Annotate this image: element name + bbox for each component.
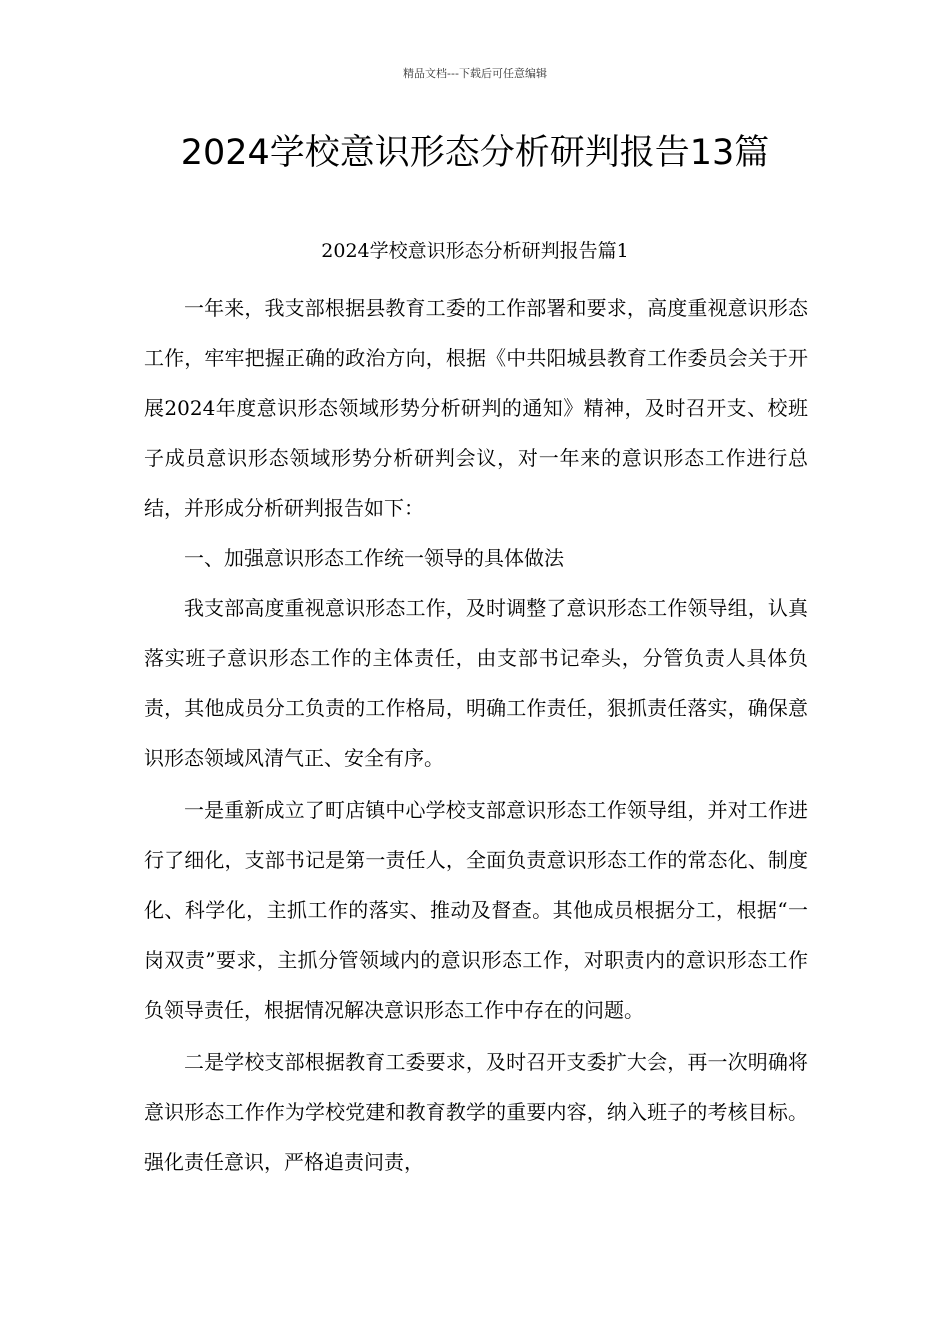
paragraph-intro: 一年来，我支部根据县教育工委的工作部署和要求，高度重视意识形态工作，牢牢把握正确的政治方向，根据《中共阳城县教育工作委员会关于开展2024年度意识形态领域形势分析研判的通知》精神，及时召开支、校班子成员意识形态领域形势分析研判会议，对一年来的意识形态工作进行总结，并形成分析研判报告如下： — [144, 296, 808, 520]
document-body — [144, 283, 808, 1187]
section-title: 2024学校意识形态分析研判报告篇1 — [321, 240, 629, 262]
paragraph-point-two: 二是学校支部根据教育工委要求，及时召开支委扩大会，再一次明确将意识形态工作作为学校党建和教育教学的重要内容，纳入班子的考核目标。强化责任意识，严格追责问责， — [144, 1050, 808, 1174]
paragraph-leadership: 我支部高度重视意识形态工作，及时调整了意识形态工作领导组，认真落实班子意识形态工作的主体责任，由支部书记牵头，分管负责人具体负责，其他成员分工负责的工作格局，明确工作责任，狠抓责任落实，确保意识形态领域风清气正、安全有序。 — [144, 596, 808, 770]
document-title: 2024学校意识形态分析研判报告13篇 — [180, 133, 770, 173]
paragraph-heading-one: 一、加强意识形态工作统一领导的具体做法 — [184, 546, 564, 570]
paragraph-point-one: 一是重新成立了町店镇中心学校支部意识形态工作领导组，并对工作进行了细化，支部书记是第一责任人，全面负责意识形态工作的常态化、制度化、科学化，主抓工作的落实、推动及督查。其他成员根据分工，根据“一岗双责”要求，主抓分管领域内的意识形态工作，对职责内的意识形态工作负领导责任，根据情况解决意识形态工作中存在的问题。 — [144, 798, 808, 1022]
header-note: 精品文档---下载后可任意编辑 — [403, 67, 547, 80]
